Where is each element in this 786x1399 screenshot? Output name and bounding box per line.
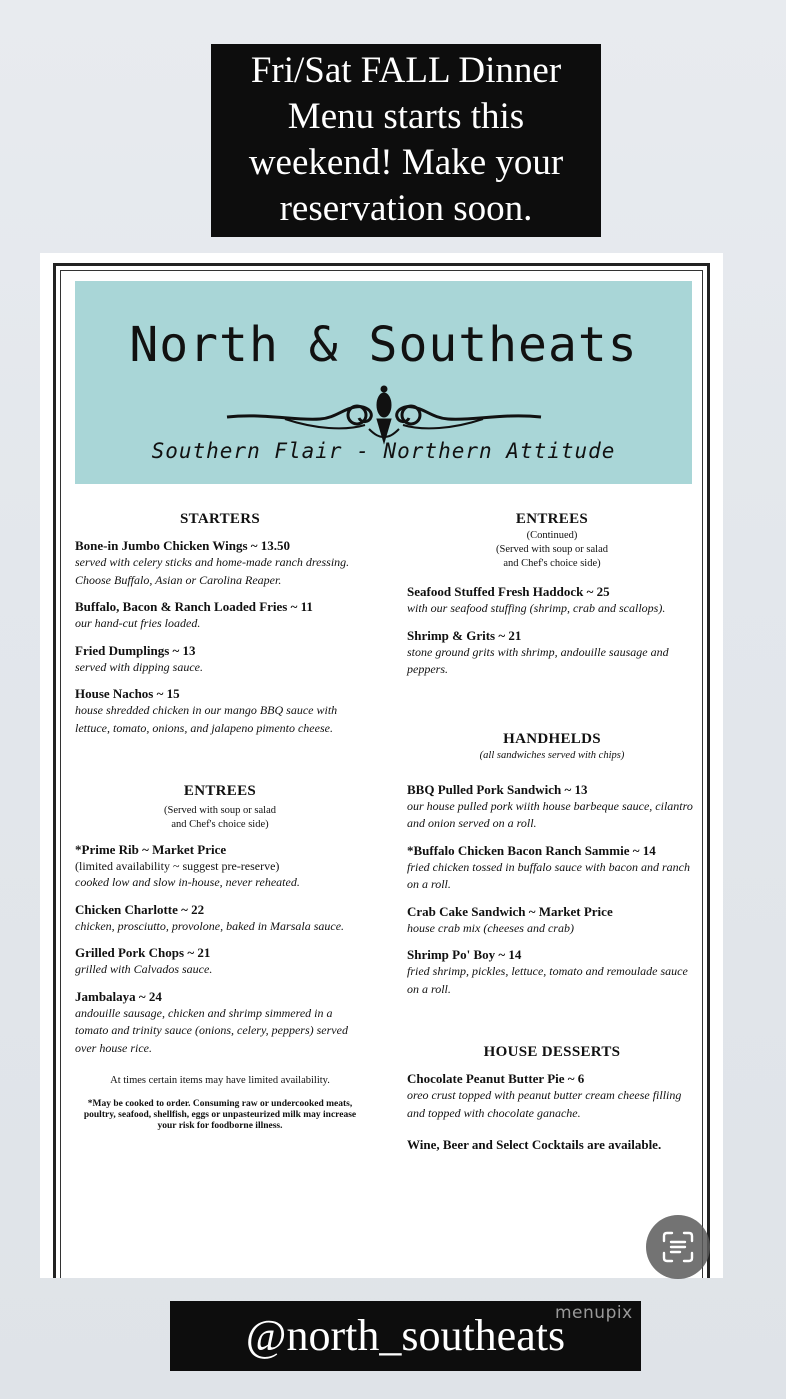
menu-page bbox=[40, 253, 723, 1278]
entrees-heading: ENTREES bbox=[183, 783, 257, 799]
menu-item bbox=[75, 537, 365, 589]
watermark: menupix bbox=[555, 1303, 633, 1323]
instagram-handle[interactable]: @north_southeats bbox=[170, 1301, 641, 1371]
item-note: (limited availability ~ suggest pre-reserve) bbox=[75, 859, 280, 873]
restaurant-tagline: Southern Flair - Northern Attitude bbox=[151, 439, 616, 463]
banner-line: Fri/Sat FALL Dinner bbox=[250, 50, 562, 91]
item-description: house shredded chicken in our mango BBQ sauce with lettuce, tomato, onions, and jalapeno pimento cheese. bbox=[75, 703, 338, 735]
item-name: Chocolate Peanut Butter Pie ~ 6 bbox=[407, 1071, 585, 1086]
item-description: house crab mix (cheeses and crab) bbox=[407, 920, 574, 935]
menu-item bbox=[407, 583, 697, 618]
menu-item bbox=[75, 642, 365, 677]
menu-item bbox=[75, 598, 365, 633]
item-description: served with celery sticks and home-made ranch dressing. Choose Buffalo, Asian or Carolina Reaper. bbox=[75, 555, 350, 587]
item-name: House Nachos ~ 15 bbox=[75, 686, 180, 701]
item-name: *Prime Rib ~ Market Price bbox=[75, 842, 227, 857]
story-banner bbox=[211, 44, 601, 237]
item-name: BBQ Pulled Pork Sandwich ~ 13 bbox=[407, 781, 588, 797]
item-description: fried shrimp, pickles, lettuce, tomato and remoulade sauce on a roll. bbox=[407, 964, 688, 996]
menu-item bbox=[75, 988, 365, 1058]
item-name: Bone-in Jumbo Chicken Wings ~ 13.50 bbox=[75, 538, 291, 553]
entrees-subtitle: (Served with soup or salad bbox=[164, 805, 276, 816]
item-name: Grilled Pork Chops ~ 21 bbox=[75, 945, 211, 960]
item-name: Shrimp Po' Boy ~ 14 bbox=[407, 947, 522, 962]
menu-header bbox=[75, 281, 692, 484]
item-name: Fried Dumplings ~ 13 bbox=[75, 642, 196, 658]
item-name: Shrimp & Grits ~ 21 bbox=[407, 627, 522, 643]
item-name: *Buffalo Chicken Bacon Ranch Sammie ~ 14 bbox=[407, 842, 656, 858]
entrees-continued-heading: ENTREES bbox=[515, 511, 589, 527]
item-description: our hand-cut fries loaded. bbox=[75, 616, 201, 630]
starters-heading: STARTERS bbox=[180, 511, 260, 527]
menu-item bbox=[75, 841, 365, 892]
item-name: Jambalaya ~ 24 bbox=[75, 988, 162, 1004]
menu-left-column bbox=[75, 511, 365, 1132]
item-description: our house pulled pork wiith house barbeque sauce, cilantro and onion served on a roll. bbox=[407, 798, 693, 830]
item-description: chicken, prosciutto, provolone, baked in Marsala sauce. bbox=[75, 918, 345, 933]
item-description: with our seafood stuffing (shrimp, crab and scallops). bbox=[407, 601, 666, 615]
banner-line: Menu starts this bbox=[287, 96, 525, 137]
text-scan-icon bbox=[661, 1230, 695, 1264]
handhelds-subtitle: (all sandwiches served with chips) bbox=[479, 749, 625, 761]
item-description: stone ground grits with shrimp, andouille sausage and peppers. bbox=[407, 644, 669, 676]
menu-item bbox=[407, 842, 697, 894]
desserts-heading: HOUSE DESSERTS bbox=[483, 1044, 621, 1060]
food-safety-warning: *May be cooked to order. Consuming raw or undercooked meats, poultry, seafood, shellfish, eggs or unpasteurized milk may increase your risk for foodborne illness. bbox=[83, 1099, 357, 1131]
menu-item bbox=[407, 627, 697, 679]
restaurant-name: North & Southeats bbox=[129, 317, 638, 373]
menu-item bbox=[407, 781, 697, 833]
ornament-icon bbox=[225, 385, 543, 445]
menu-item bbox=[407, 1070, 697, 1122]
drinks-note: Wine, Beer and Select Cocktails are available. bbox=[407, 1137, 662, 1152]
banner-line: reservation soon. bbox=[279, 188, 533, 229]
item-description: oreo crust topped with peanut butter cream cheese filling and topped with chocolate ganache. bbox=[407, 1088, 682, 1120]
entrees-subtitle: and Chef's choice side) bbox=[503, 558, 601, 569]
item-name: Buffalo, Bacon & Ranch Loaded Fries ~ 11 bbox=[75, 599, 313, 614]
item-description: served with dipping sauce. bbox=[75, 659, 203, 674]
item-description: fried chicken tossed in buffalo sauce with bacon and ranch on a roll. bbox=[407, 859, 690, 891]
menu-item bbox=[407, 946, 697, 998]
menu-item bbox=[75, 901, 365, 936]
item-name: Seafood Stuffed Fresh Haddock ~ 25 bbox=[407, 584, 610, 599]
banner-line: weekend! Make your bbox=[248, 142, 564, 183]
menu-item bbox=[75, 944, 365, 979]
live-text-button[interactable] bbox=[646, 1215, 710, 1279]
entrees-continued-label: (Continued) bbox=[526, 530, 578, 541]
menu-right-column bbox=[407, 511, 697, 1154]
entrees-subtitle: and Chef's choice side) bbox=[171, 819, 269, 830]
menu-item bbox=[75, 685, 365, 737]
item-description: andouille sausage, chicken and shrimp simmered in a tomato and trinity sauce (onions, celery, peppers) served over house rice. bbox=[75, 1005, 348, 1055]
item-description: cooked low and slow in-house, never reheated. bbox=[75, 875, 300, 889]
item-name: Chicken Charlotte ~ 22 bbox=[75, 901, 205, 917]
item-name: Crab Cake Sandwich ~ Market Price bbox=[407, 903, 613, 919]
handhelds-heading: HANDHELDS bbox=[503, 730, 601, 747]
entrees-subtitle: (Served with soup or salad bbox=[496, 544, 608, 555]
availability-note: At times certain items may have limited availability. bbox=[110, 1075, 330, 1086]
menu-item bbox=[407, 903, 697, 938]
item-description: grilled with Calvados sauce. bbox=[75, 962, 213, 976]
